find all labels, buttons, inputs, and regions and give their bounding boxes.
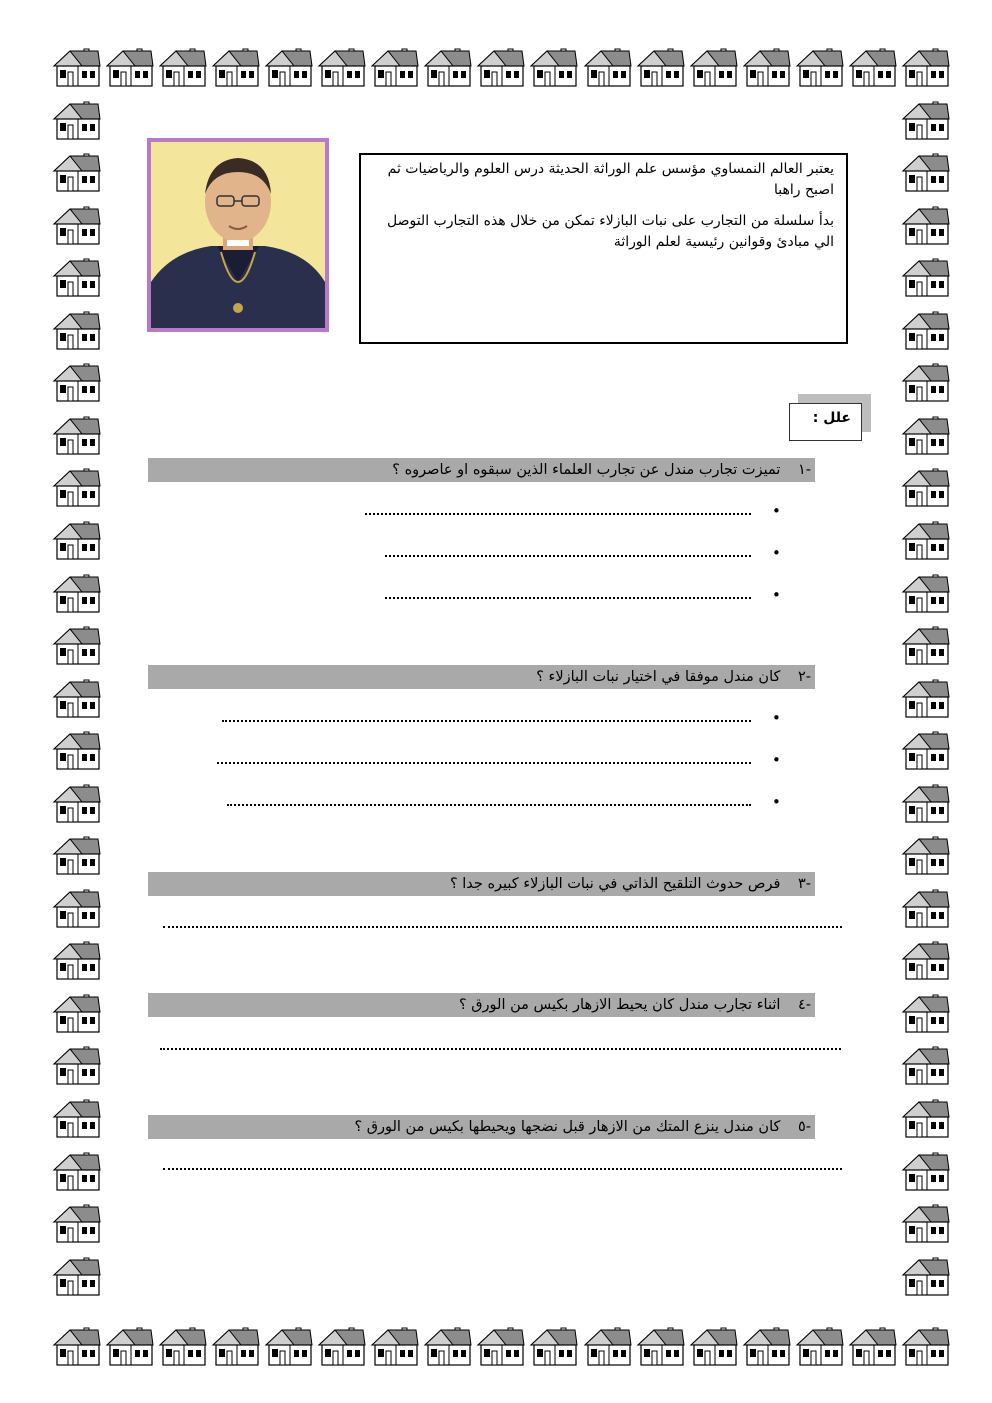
house-icon — [264, 1325, 314, 1367]
house-icon — [370, 46, 420, 88]
house-icon — [901, 309, 951, 351]
house-icon — [795, 1325, 845, 1367]
house-icon — [901, 204, 951, 246]
question-5-text: كان مندل ينزع المتك من الازهار قبل نضجها ويحيطها بكيس من الورق ؟ — [354, 1119, 781, 1135]
house-icon — [901, 1097, 951, 1139]
house-icon — [476, 46, 526, 88]
question-1-number: -١ — [797, 462, 811, 478]
house-icon — [901, 834, 951, 876]
house-icon — [158, 1325, 208, 1367]
house-icon — [211, 46, 261, 88]
question-4-bar — [148, 993, 815, 1017]
house-icon — [105, 1325, 155, 1367]
house-icon — [52, 466, 102, 508]
house-icon — [52, 309, 102, 351]
house-icon — [52, 99, 102, 141]
house-icon — [52, 1150, 102, 1192]
house-icon — [901, 1325, 951, 1367]
house-icon — [52, 1044, 102, 1086]
house-icon — [105, 46, 155, 88]
question-3-number: -٣ — [797, 876, 811, 892]
answer-line[interactable] — [163, 926, 842, 928]
answer-line[interactable] — [227, 804, 751, 806]
bullet: • — [772, 793, 781, 811]
house-icon — [52, 1097, 102, 1139]
house-icon — [52, 1255, 102, 1297]
house-icon — [901, 46, 951, 88]
house-icon — [848, 46, 898, 88]
house-icon — [901, 1202, 951, 1244]
house-icon — [901, 992, 951, 1034]
intro-text-box — [359, 153, 848, 344]
house-icon — [211, 1325, 261, 1367]
question-5-number: -٥ — [797, 1119, 811, 1135]
scientist-portrait — [147, 138, 329, 332]
answer-line[interactable] — [160, 1048, 841, 1050]
question-3-bar — [148, 872, 815, 896]
house-icon — [52, 519, 102, 561]
bullet: • — [772, 586, 781, 604]
house-icon — [901, 466, 951, 508]
house-icon — [901, 361, 951, 403]
house-icon — [423, 1325, 473, 1367]
house-icon — [901, 1255, 951, 1297]
bullet: • — [772, 502, 781, 520]
house-icon — [52, 361, 102, 403]
house-icon — [264, 46, 314, 88]
bullet: • — [772, 751, 781, 769]
bullet: • — [772, 544, 781, 562]
house-icon — [742, 1325, 792, 1367]
house-icon — [795, 46, 845, 88]
house-icon — [901, 1150, 951, 1192]
explain-label: علل : — [789, 403, 862, 441]
answer-line[interactable] — [163, 1168, 842, 1170]
house-icon — [901, 414, 951, 456]
house-icon — [636, 46, 686, 88]
house-icon — [317, 1325, 367, 1367]
question-2-bar — [148, 665, 815, 689]
house-icon — [901, 782, 951, 824]
house-icon — [423, 46, 473, 88]
house-icon — [52, 624, 102, 666]
house-icon — [317, 46, 367, 88]
house-icon — [583, 46, 633, 88]
question-5-bar — [148, 1115, 815, 1139]
house-icon — [52, 1202, 102, 1244]
house-icon — [52, 677, 102, 719]
house-icon — [901, 572, 951, 614]
house-icon — [529, 46, 579, 88]
house-icon — [901, 1044, 951, 1086]
house-icon — [52, 834, 102, 876]
house-icon — [52, 46, 102, 88]
house-icon — [52, 414, 102, 456]
question-2-text: كان مندل موفقا في اختيار نبات البازلاء ؟ — [536, 669, 781, 685]
house-icon — [52, 204, 102, 246]
house-icon — [901, 519, 951, 561]
house-icon — [901, 729, 951, 771]
house-icon — [901, 677, 951, 719]
answer-line[interactable] — [385, 597, 751, 599]
house-icon — [52, 782, 102, 824]
question-4-text: اثناء تجارب مندل كان يحيط الازهار بكيس من الورق ؟ — [459, 997, 781, 1013]
answer-line[interactable] — [217, 762, 751, 764]
house-icon — [901, 256, 951, 298]
house-icon — [52, 1325, 102, 1367]
house-icon — [52, 887, 102, 929]
house-icon — [901, 624, 951, 666]
house-icon — [689, 1325, 739, 1367]
house-icon — [583, 1325, 633, 1367]
house-icon — [52, 729, 102, 771]
house-icon — [901, 151, 951, 193]
answer-line[interactable] — [365, 513, 751, 515]
house-icon — [370, 1325, 420, 1367]
question-1-text: تميزت تجارب مندل عن تجارب العلماء الذين سبقوه او عاصروه ؟ — [392, 462, 781, 478]
intro-paragraph-1: يعتبر العالم النمساوي مؤسس علم الوراثة الحديثة درس العلوم والرياضيات ثم اصبح راهبا — [387, 161, 834, 198]
answer-line[interactable] — [385, 555, 751, 557]
house-icon — [476, 1325, 526, 1367]
house-icon — [742, 46, 792, 88]
house-icon — [52, 572, 102, 614]
question-1-bar — [148, 458, 815, 482]
portrait-image — [151, 142, 325, 328]
answer-line[interactable] — [222, 720, 751, 722]
house-icon — [52, 151, 102, 193]
house-icon — [636, 1325, 686, 1367]
house-icon — [52, 256, 102, 298]
house-icon — [52, 939, 102, 981]
house-icon — [901, 939, 951, 981]
question-2-number: -٢ — [797, 669, 811, 685]
house-icon — [901, 99, 951, 141]
house-icon — [689, 46, 739, 88]
house-icon — [848, 1325, 898, 1367]
intro-paragraph-2: بدأ سلسلة من التجارب على نبات البازلاء تمكن من خلال هذه التجارب التوصل الي مبادئ وقوانين رئيسية لعلم الوراثة — [386, 213, 834, 250]
house-icon — [529, 1325, 579, 1367]
bullet: • — [772, 709, 781, 727]
house-icon — [158, 46, 208, 88]
house-icon — [901, 887, 951, 929]
question-4-number: -٤ — [797, 997, 811, 1013]
question-3-text: فرص حدوث التلقيح الذاتي في نبات البازلاء كبيره جدا ؟ — [449, 876, 781, 892]
house-icon — [52, 992, 102, 1034]
